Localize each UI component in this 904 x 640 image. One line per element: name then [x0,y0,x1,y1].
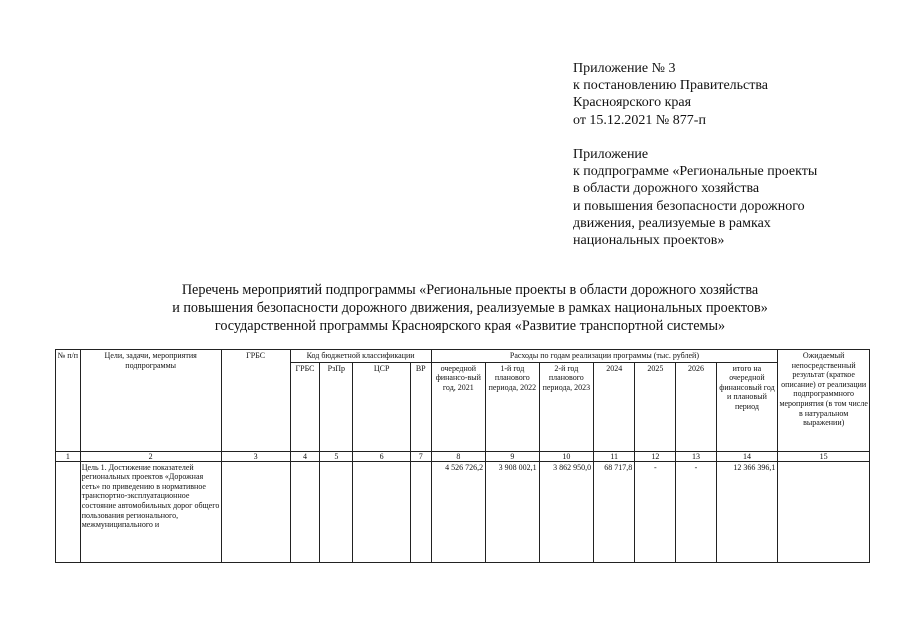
row-total: 12 366 396,1 [716,461,778,562]
header-result: Ожидаемый непосредственный результат (краткое описание) от реализации подпрограммного мероприятия (в том числе в натуральном выражении) [778,350,870,452]
row-2023: 3 862 950,0 [539,461,594,562]
measures-table [55,349,870,563]
column-number: 9 [486,451,540,461]
annex-line: движения, реализуемые в рамках [573,215,771,231]
header-kbk-csr: ЦСР [353,362,411,451]
header-goals: Цели, задачи, мероприятия подпрограммы [80,350,221,452]
row-2025: - [635,461,676,562]
row-grbs [221,461,290,562]
row-goal: Цель 1. Достижение показателей региональных проектов «Дорожная сеть» по приведению в нормативное транспортно-эксплуатационное состояние автомобильных дорог общего пользования регионального, межмуниципального и [80,461,221,562]
header-year-2025: 2025 [635,362,676,451]
row-kbk-vr [410,461,431,562]
title-line: Перечень мероприятий подпрограммы «Региональные проекты в области дорожного хозяйства [181,282,759,298]
annex-line: к подпрограмме «Региональные проекты [573,164,818,180]
document-title [60,281,880,335]
row-kbk-grbs [290,461,320,562]
row-2022: 3 908 002,1 [486,461,540,562]
header-row-group [56,350,870,363]
column-number: 1 [56,451,81,461]
header-total: итого на очередной финансовый год и плановый период [716,362,778,451]
column-number-row [56,451,870,461]
column-number: 6 [353,451,411,461]
header-num: № п/п [56,350,81,452]
subprogram-annex-header [573,146,817,249]
header-expenses-group: Расходы по годам реализации программы (тыс. рублей) [431,350,778,363]
column-number: 2 [80,451,221,461]
column-number: 13 [676,451,716,461]
column-number: 10 [539,451,594,461]
column-number: 14 [716,451,778,461]
annex-line: к постановлению Правительства [573,78,769,94]
column-number: 15 [778,451,870,461]
annex-line: Приложение [573,147,649,162]
header-year-2026: 2026 [676,362,716,451]
column-number: 3 [221,451,290,461]
annex-line: и повышения безопасности дорожного [573,198,805,214]
header-kbk-group: Код бюджетной классификации [290,350,431,363]
header-year-plan2: 2-й год планового периода, 2023 [539,362,594,451]
title-line: и повышения безопасности дорожного движения, реализуемые в рамках национальных проектов» [172,300,768,316]
annex-line: от 15.12.2021 № 877-п [573,112,706,128]
row-result [778,461,870,562]
annex-line: Приложение № 3 [573,61,676,76]
row-kbk-csr [353,461,411,562]
header-kbk-vr: ВР [410,362,431,451]
column-number: 12 [635,451,676,461]
table-row [56,461,870,562]
row-num [56,461,81,562]
column-number: 11 [594,451,635,461]
header-kbk-grbs: ГРБС [290,362,320,451]
annex-line: национальных проектов» [573,233,725,249]
header-year-2024: 2024 [594,362,635,451]
header-year-plan1: 1-й год планового периода, 2022 [486,362,540,451]
annex-header [573,60,768,129]
column-number: 7 [410,451,431,461]
annex-line: Красноярского края [573,95,692,111]
row-kbk-rzpr [320,461,353,562]
header-grbs: ГРБС [221,350,290,452]
header-kbk-rzpr: РзПр [320,362,353,451]
annex-line: в области дорожного хозяйства [573,181,760,197]
row-2026: - [676,461,716,562]
column-number: 4 [290,451,320,461]
column-number: 8 [431,451,486,461]
row-2021: 4 526 726,2 [431,461,486,562]
title-line: государственной программы Красноярского края «Развитие транспортной системы» [214,318,726,334]
header-year-current: очередной финансо-вый год, 2021 [431,362,486,451]
row-2024: 68 717,8 [594,461,635,562]
column-number: 5 [320,451,353,461]
